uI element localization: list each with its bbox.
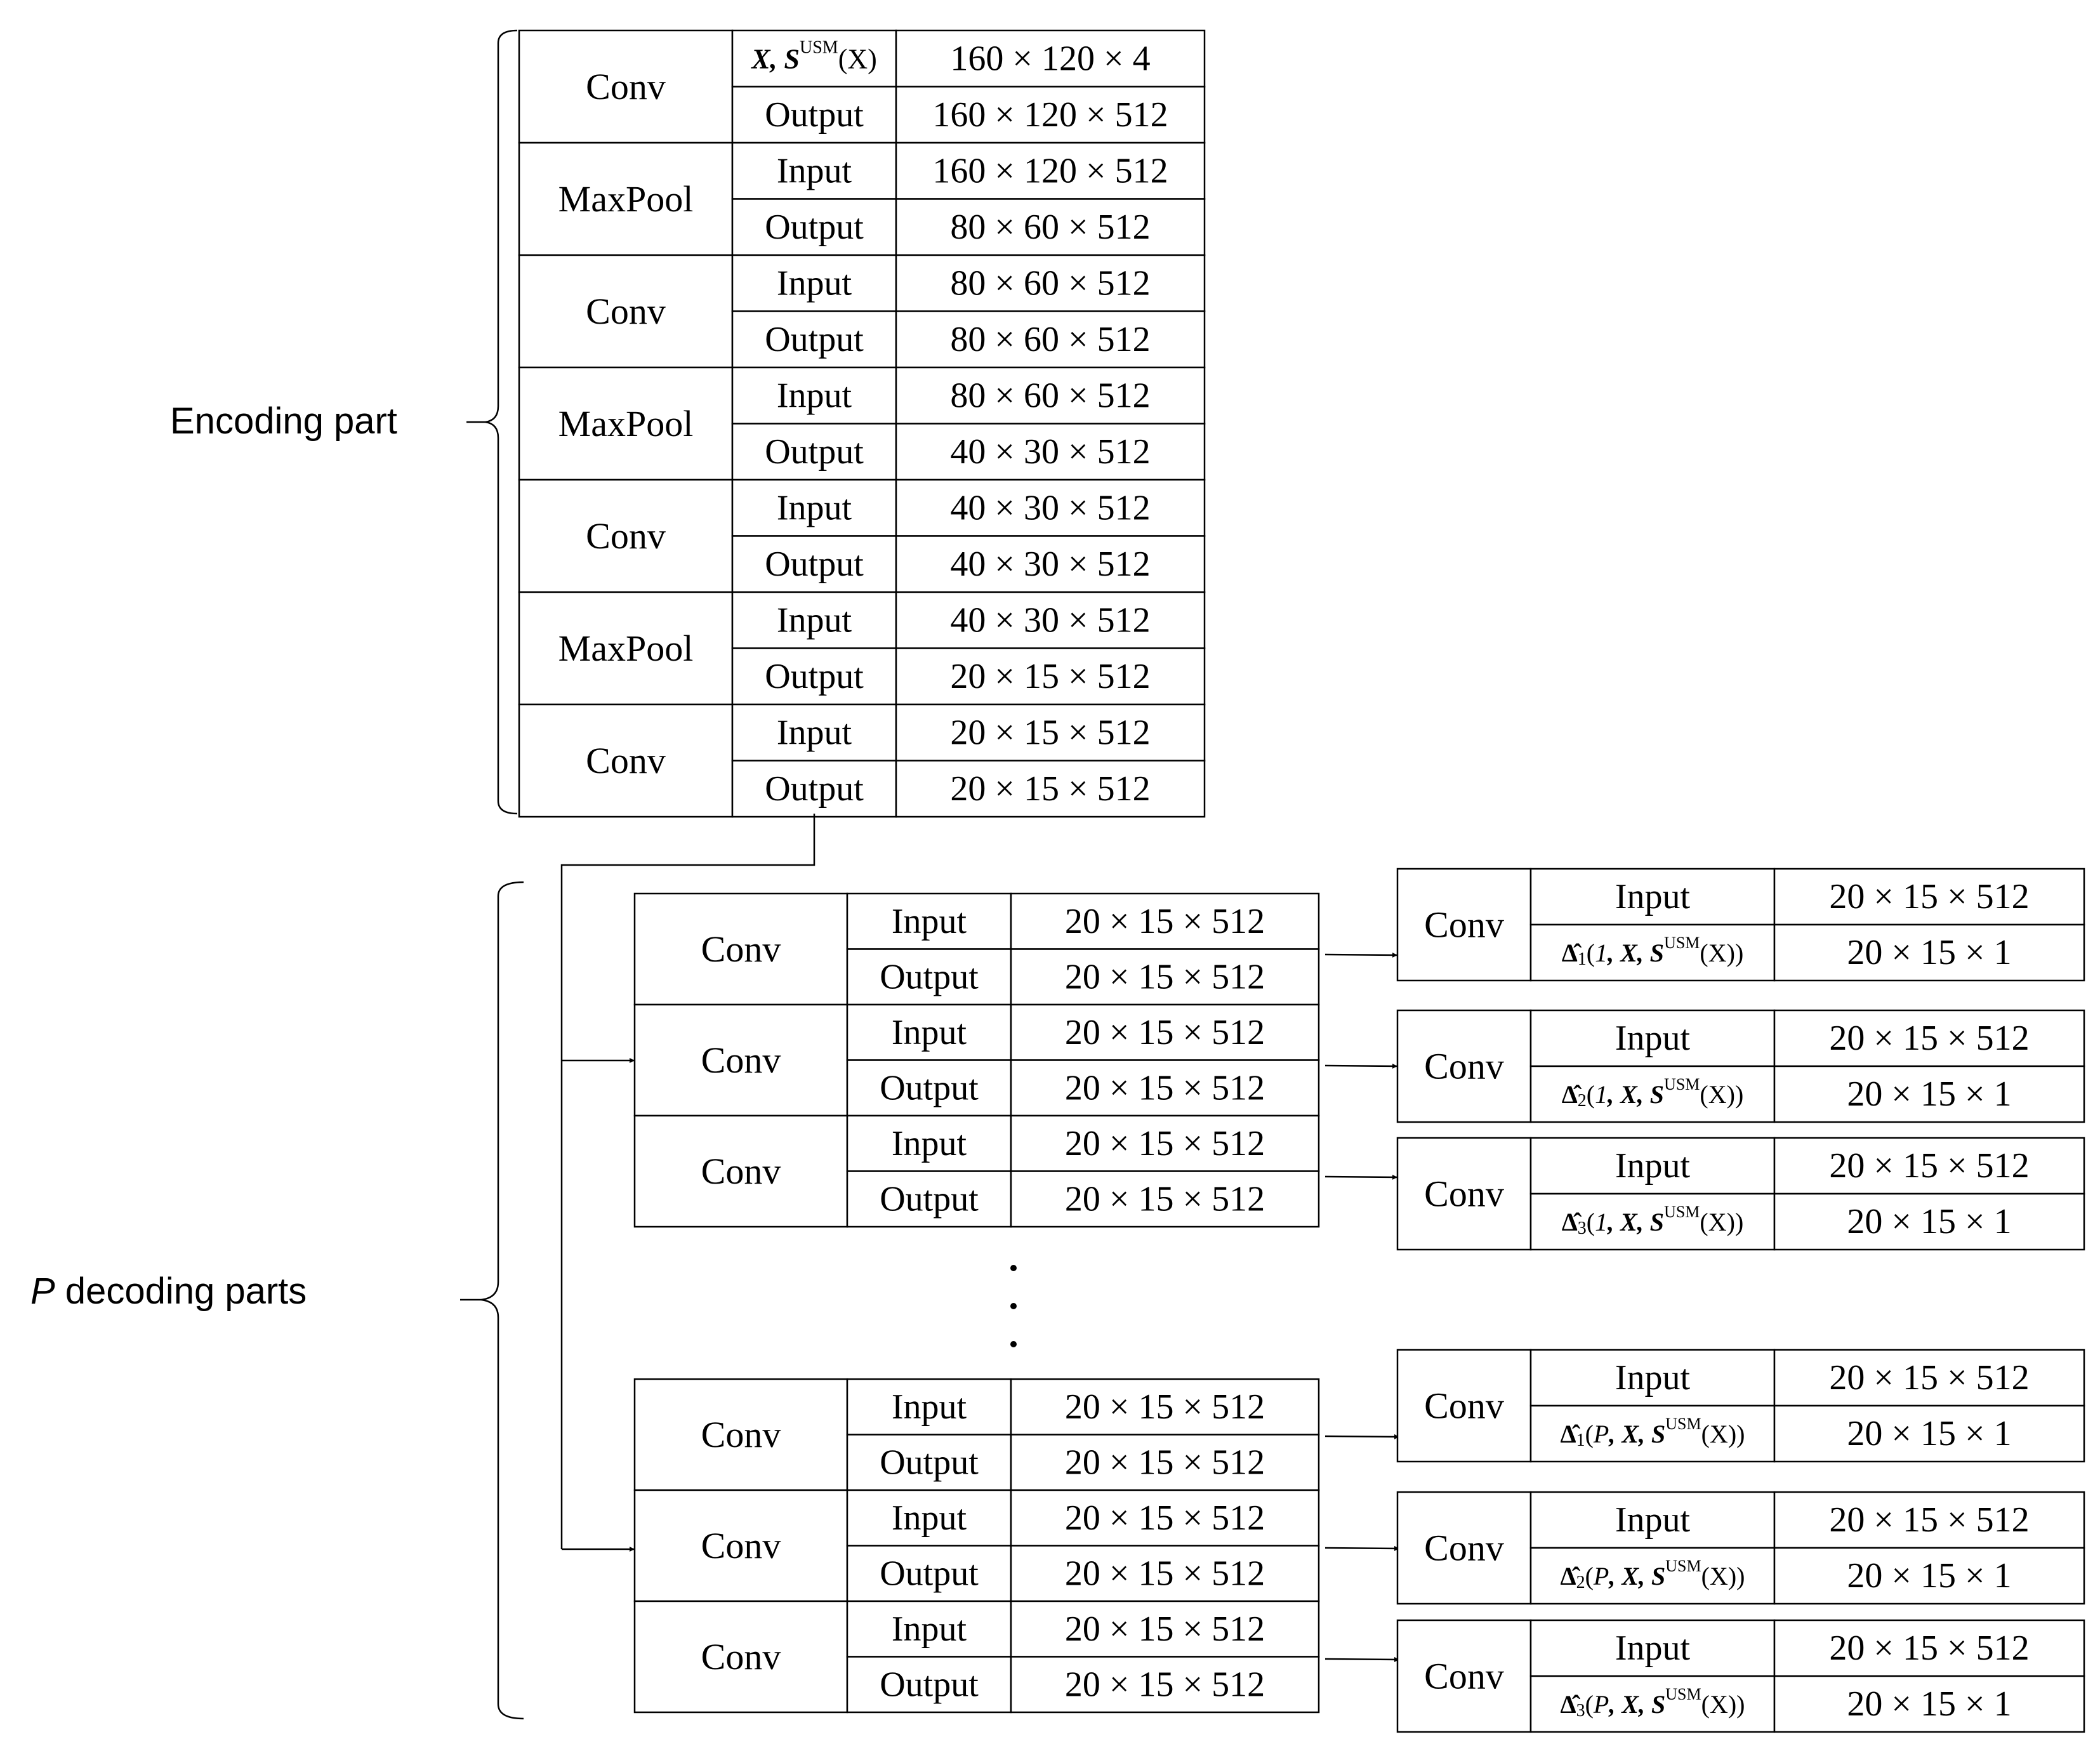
decoder-op-name: Conv — [701, 1414, 781, 1455]
decoder-op-name: Conv — [701, 1636, 781, 1677]
encoding-brace — [485, 30, 517, 814]
head-output-dim: 20 × 15 × 1 — [1847, 1414, 2012, 1453]
encoder-layer — [519, 704, 1205, 817]
encoder-output-label: Output — [765, 432, 864, 472]
decoder-output-label: Output — [880, 1179, 979, 1219]
head-input-dim: 20 × 15 × 512 — [1829, 1628, 2030, 1668]
encoder-output-dim: 20 × 15 × 512 — [950, 769, 1151, 809]
encoder-input-dim: 20 × 15 × 512 — [950, 713, 1151, 753]
head-input-dim: 20 × 15 × 512 — [1829, 1500, 2030, 1540]
encoder-input-dim: 160 × 120 × 4 — [950, 39, 1151, 79]
decoding-parts-text: decoding parts — [55, 1271, 307, 1312]
decoder-output-dim: 20 × 15 × 512 — [1064, 1068, 1265, 1108]
encoder-layer — [519, 30, 1205, 143]
encoder-output-dim: 160 × 120 × 512 — [932, 95, 1168, 135]
decoder-input-label: Input — [891, 901, 967, 941]
ellipsis-dots — [1010, 1265, 1017, 1347]
decoder-op-name: Conv — [701, 1151, 781, 1192]
encoder-output-dim: 40 × 30 × 512 — [950, 544, 1151, 584]
encoder-input-dim: 80 × 60 × 512 — [950, 263, 1151, 303]
head-input-dim: 20 × 15 × 512 — [1829, 1358, 2030, 1397]
encoder-input-label: Input — [776, 600, 852, 640]
decoder-output-label: Output — [880, 1554, 979, 1594]
decoder-input-dim: 20 × 15 × 512 — [1064, 1012, 1265, 1052]
encoder-layer — [519, 480, 1205, 592]
ellipsis-dot — [1010, 1303, 1017, 1309]
head-op-name: Conv — [1424, 1173, 1504, 1215]
head-input-label: Input — [1615, 1500, 1691, 1540]
head-input-dim: 20 × 15 × 512 — [1829, 877, 2030, 916]
head-op-name: Conv — [1424, 1045, 1504, 1087]
encoder-output-label: Output — [765, 769, 864, 809]
decoder-output-dim: 20 × 15 × 512 — [1064, 1554, 1265, 1594]
decoder-output-label: Output — [880, 957, 979, 997]
encoder-op-name: Conv — [586, 291, 666, 332]
decoder-output-label: Output — [880, 1068, 979, 1108]
output-head — [1397, 1492, 2084, 1604]
encoder-layer — [519, 367, 1205, 480]
head-output-dim: 20 × 15 × 1 — [1847, 1556, 2012, 1595]
encoder-output-label: Output — [765, 319, 864, 359]
encoder-op-name: MaxPool — [558, 628, 694, 669]
decoder-stage — [635, 1379, 1319, 1490]
decoder-stage — [635, 1116, 1319, 1227]
decoder-input-dim: 20 × 15 × 512 — [1064, 1387, 1265, 1427]
decoder-stage — [635, 894, 1319, 1005]
head-delta-label: $\Deltâ_2(1$, X, $S^{USM}(X)$) — [1561, 1074, 1744, 1111]
head-input-label: Input — [1615, 1146, 1691, 1186]
encoder-table — [519, 30, 1205, 817]
head-delta-label: $\Deltâ_1(P$, X, $S^{USM}(X)$) — [1560, 1414, 1745, 1450]
decoder-op-name: Conv — [701, 1525, 781, 1566]
encoder-input-label: Input — [776, 263, 852, 303]
encoder-output-label: Output — [765, 656, 864, 696]
decoder-output-label: Output — [880, 1443, 979, 1483]
head-op-name: Conv — [1424, 1527, 1504, 1569]
decoder-input-label: Input — [891, 1387, 967, 1427]
output-head — [1397, 869, 2084, 981]
encoding-part-label: Encoding part — [170, 400, 397, 442]
encoder-op-name: MaxPool — [558, 403, 694, 444]
decoder-output-dim: 20 × 15 × 512 — [1064, 1443, 1265, 1483]
decoder-input-label: Input — [891, 1123, 967, 1163]
stage-to-head-arrow — [1325, 1436, 1399, 1437]
encoder-input-label: Input — [776, 713, 852, 753]
decoder-output-dim: 20 × 15 × 512 — [1064, 957, 1265, 997]
output-head — [1397, 1620, 2084, 1732]
encoder-first-input-label: X, $S^{USM}(X)$ — [751, 37, 877, 74]
encoder-output-dim: 80 × 60 × 512 — [950, 207, 1151, 247]
decoder-op-name: Conv — [701, 1040, 781, 1081]
encoder-input-dim: 80 × 60 × 512 — [950, 376, 1151, 416]
encoder-input-label: Input — [776, 488, 852, 528]
decoder-op-name: Conv — [701, 928, 781, 970]
encoder-op-name: Conv — [586, 66, 666, 107]
encoder-input-dim: 40 × 30 × 512 — [950, 488, 1151, 528]
encoder-output-dim: 40 × 30 × 512 — [950, 432, 1151, 472]
decoder-output-label: Output — [880, 1665, 979, 1705]
decoder-tables — [635, 894, 1319, 1712]
output-head — [1397, 1138, 2084, 1250]
encoder-output-dim: 80 × 60 × 512 — [950, 319, 1151, 359]
encoder-layer — [519, 143, 1205, 255]
encoder-input-label: Input — [776, 376, 852, 416]
encoder-input-label: Input — [776, 151, 852, 191]
head-output-dim: 20 × 15 × 1 — [1847, 1074, 2012, 1114]
head-output-dim: 20 × 15 × 1 — [1847, 933, 2012, 972]
decoder-input-label: Input — [891, 1609, 967, 1649]
decoding-parts-label — [30, 1271, 307, 1312]
decoder-output-dim: 20 × 15 × 512 — [1064, 1179, 1265, 1219]
encoder-output-dim: 20 × 15 × 512 — [950, 656, 1151, 696]
encoder-output-label: Output — [765, 95, 864, 135]
head-input-label: Input — [1615, 1628, 1691, 1668]
decoding-brace — [481, 882, 524, 1719]
head-output-dim: 20 × 15 × 1 — [1847, 1202, 2012, 1241]
head-op-name: Conv — [1424, 1655, 1504, 1697]
decoder-input-dim: 20 × 15 × 512 — [1064, 1609, 1265, 1649]
decoder-stage — [635, 1005, 1319, 1116]
head-delta-label: $\Deltâ_3(1$, X, $S^{USM}(X)$) — [1561, 1202, 1744, 1238]
head-delta-label: $\Deltâ_2(P$, X, $S^{USM}(X)$) — [1560, 1556, 1745, 1592]
encoder-output-label: Output — [765, 544, 864, 584]
head-op-name: Conv — [1424, 904, 1504, 946]
encoder-output-label: Output — [765, 207, 864, 247]
decoder-input-dim: 20 × 15 × 512 — [1064, 1498, 1265, 1538]
decoder-output-dim: 20 × 15 × 512 — [1064, 1665, 1265, 1705]
stage-to-head-arrow — [1325, 1548, 1399, 1549]
ellipsis-dot — [1010, 1265, 1017, 1271]
decoder-input-dim: 20 × 15 × 512 — [1064, 901, 1265, 941]
output-heads — [1397, 869, 2084, 1732]
head-input-label: Input — [1615, 1019, 1691, 1058]
encoder-input-dim: 40 × 30 × 512 — [950, 600, 1151, 640]
ellipsis-dot — [1010, 1341, 1017, 1347]
encoder-layer — [519, 255, 1205, 367]
decoder-input-label: Input — [891, 1012, 967, 1052]
encoder-op-name: Conv — [586, 740, 666, 781]
decoder-input-label: Input — [891, 1498, 967, 1538]
stage-to-head-arrow — [1325, 1659, 1399, 1660]
encoder-layer — [519, 592, 1205, 704]
decoder-stage — [635, 1490, 1319, 1601]
decoder-input-dim: 20 × 15 × 512 — [1064, 1123, 1265, 1163]
head-input-dim: 20 × 15 × 512 — [1829, 1019, 2030, 1058]
head-delta-label: $\Deltâ_1(1$, X, $S^{USM}(X)$) — [1561, 933, 1744, 969]
encoder-op-name: MaxPool — [558, 178, 694, 220]
encoder-input-dim: 160 × 120 × 512 — [932, 151, 1168, 191]
decoding-p-symbol: P — [30, 1271, 55, 1312]
head-output-dim: 20 × 15 × 1 — [1847, 1684, 2012, 1724]
head-input-dim: 20 × 15 × 512 — [1829, 1146, 2030, 1186]
head-input-label: Input — [1615, 1358, 1691, 1397]
head-op-name: Conv — [1424, 1385, 1504, 1427]
head-delta-label: $\Deltâ_3(P$, X, $S^{USM}(X)$) — [1560, 1684, 1745, 1721]
decoder-stage — [635, 1601, 1319, 1712]
output-head — [1397, 1010, 2084, 1122]
output-head — [1397, 1350, 2084, 1462]
head-input-label: Input — [1615, 877, 1691, 916]
encoder-op-name: Conv — [586, 515, 666, 557]
